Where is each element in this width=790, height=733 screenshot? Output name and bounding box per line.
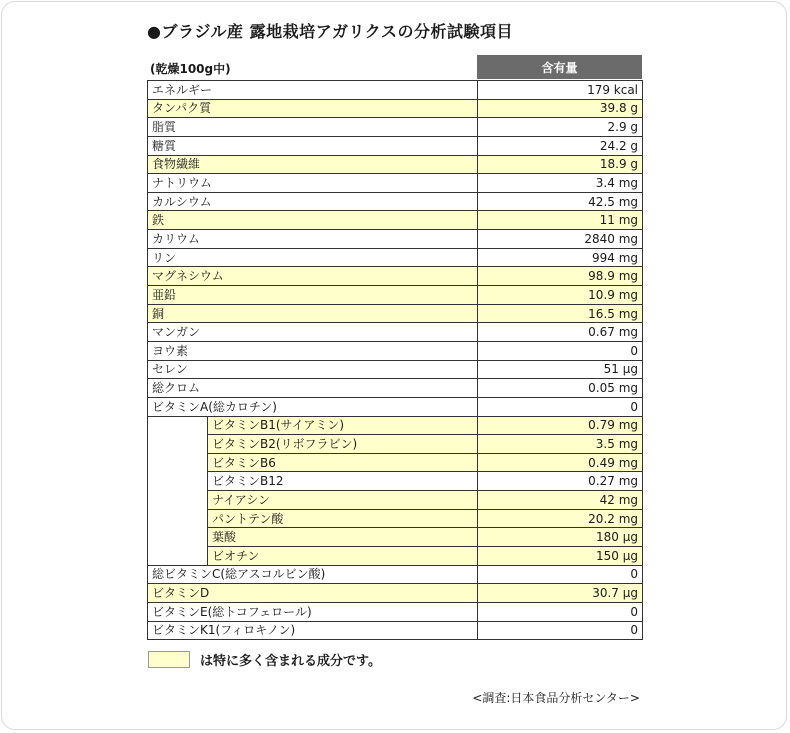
table-row <box>148 453 643 472</box>
unit-label: (乾燥100g中) <box>150 62 231 76</box>
nutrient-value: 30.7 μg <box>478 584 643 603</box>
nutrient-value: 0.05 mg <box>478 379 643 398</box>
table-row <box>148 304 643 323</box>
table-row <box>148 323 643 342</box>
table-row <box>148 416 643 435</box>
nutrient-name: 総ビタミンC(総アスコルビン酸) <box>148 565 478 584</box>
legend-swatch <box>148 651 190 668</box>
nutrient-name: 銅 <box>148 304 478 323</box>
nutrient-name: タンパク質 <box>148 99 478 118</box>
table-row <box>148 491 643 510</box>
nutrient-value: 994 mg <box>478 248 643 267</box>
table-row <box>148 341 643 360</box>
indent-cell <box>148 509 208 528</box>
nutrient-value: 16.5 mg <box>478 304 643 323</box>
table-row <box>148 267 643 286</box>
page-title: ●ブラジル産 露地栽培アガリクスの分析試験項目 <box>147 22 513 41</box>
nutrient-name: 亜鉛 <box>148 286 478 305</box>
indent-cell <box>148 547 208 566</box>
nutrient-value: 0.79 mg <box>478 416 643 435</box>
nutrient-name: マグネシウム <box>148 267 478 286</box>
nutrient-value: 20.2 mg <box>478 509 643 528</box>
table-row <box>148 435 643 454</box>
nutrient-name: ナトリウム <box>148 174 478 193</box>
nutrient-value: 24.2 g <box>478 136 643 155</box>
nutrient-name: 鉄 <box>148 211 478 230</box>
source-note: <調査:日本食品分析センター> <box>472 691 640 705</box>
nutrient-value: 42 mg <box>478 491 643 510</box>
indent-cell <box>148 416 208 435</box>
nutrient-name: パントテン酸 <box>208 509 478 528</box>
nutrient-name: 食物繊維 <box>148 155 478 174</box>
nutrient-name: カルシウム <box>148 192 478 211</box>
nutrient-name: ビタミンD <box>148 584 478 603</box>
table-row <box>148 211 643 230</box>
table-row <box>148 602 643 621</box>
table-row <box>148 192 643 211</box>
nutrient-name: カリウム <box>148 230 478 249</box>
table-row <box>148 379 643 398</box>
nutrient-value: 39.8 g <box>478 99 643 118</box>
table-row <box>148 230 643 249</box>
nutrient-value: 0 <box>478 397 643 416</box>
nutrient-value: 2.9 g <box>478 118 643 137</box>
indent-cell <box>148 453 208 472</box>
nutrient-value: 18.9 g <box>478 155 643 174</box>
nutrient-value: 98.9 mg <box>478 267 643 286</box>
nutrient-name: ビタミンB12 <box>208 472 478 491</box>
nutrient-table <box>147 80 643 640</box>
nutrient-name: エネルギー <box>148 81 478 100</box>
table-row <box>148 286 643 305</box>
nutrient-name: ビオチン <box>208 547 478 566</box>
nutrient-value: 3.5 mg <box>478 435 643 454</box>
legend-text: は特に多く含まれる成分です。 <box>200 654 381 669</box>
nutrient-name: セレン <box>148 360 478 379</box>
nutrient-value: 0 <box>478 565 643 584</box>
nutrient-name: ビタミンB6 <box>208 453 478 472</box>
nutrient-value: 2840 mg <box>478 230 643 249</box>
indent-cell <box>148 528 208 547</box>
nutrient-name: 糖質 <box>148 136 478 155</box>
table-row <box>148 248 643 267</box>
table-row <box>148 174 643 193</box>
nutrient-value: 0.67 mg <box>478 323 643 342</box>
table-row <box>148 528 643 547</box>
table-row <box>148 155 643 174</box>
nutrient-name: 総クロム <box>148 379 478 398</box>
nutrient-name: ビタミンA(総カロチン) <box>148 397 478 416</box>
nutrient-value: 0.49 mg <box>478 453 643 472</box>
nutrient-value: 10.9 mg <box>478 286 643 305</box>
nutrient-name: ナイアシン <box>208 491 478 510</box>
nutrient-value: 0 <box>478 602 643 621</box>
indent-cell <box>148 435 208 454</box>
nutrient-name: ビタミンE(総トコフェロール) <box>148 602 478 621</box>
nutrient-name: ビタミンB1(サイアミン) <box>208 416 478 435</box>
nutrient-value: 150 μg <box>478 547 643 566</box>
table-row <box>148 565 643 584</box>
table-row <box>148 99 643 118</box>
table-row <box>148 360 643 379</box>
table-row <box>148 547 643 566</box>
nutrient-value: 0.27 mg <box>478 472 643 491</box>
nutrient-name: 脂質 <box>148 118 478 137</box>
nutrient-value: 51 μg <box>478 360 643 379</box>
nutrient-value: 180 μg <box>478 528 643 547</box>
table-row <box>148 621 643 640</box>
nutrient-name: マンガン <box>148 323 478 342</box>
indent-cell <box>148 472 208 491</box>
nutrient-value: 42.5 mg <box>478 192 643 211</box>
table-row <box>148 118 643 137</box>
content-column-header: 含有量 <box>477 55 642 79</box>
nutrient-name: ヨウ素 <box>148 341 478 360</box>
nutrient-name: 葉酸 <box>208 528 478 547</box>
nutrient-name: ビタミンB2(リボフラビン) <box>208 435 478 454</box>
nutrient-value: 179 kcal <box>478 81 643 100</box>
nutrient-name: ビタミンK1(フィロキノン) <box>148 621 478 640</box>
nutrient-value: 11 mg <box>478 211 643 230</box>
indent-cell <box>148 491 208 510</box>
table-row <box>148 397 643 416</box>
nutrient-value: 3.4 mg <box>478 174 643 193</box>
table-row <box>148 584 643 603</box>
table-row <box>148 136 643 155</box>
nutrient-name: リン <box>148 248 478 267</box>
table-row <box>148 472 643 491</box>
legend <box>148 650 381 669</box>
nutrient-value: 0 <box>478 341 643 360</box>
table-row <box>148 509 643 528</box>
nutrient-value: 0 <box>478 621 643 640</box>
table-row <box>148 81 643 100</box>
